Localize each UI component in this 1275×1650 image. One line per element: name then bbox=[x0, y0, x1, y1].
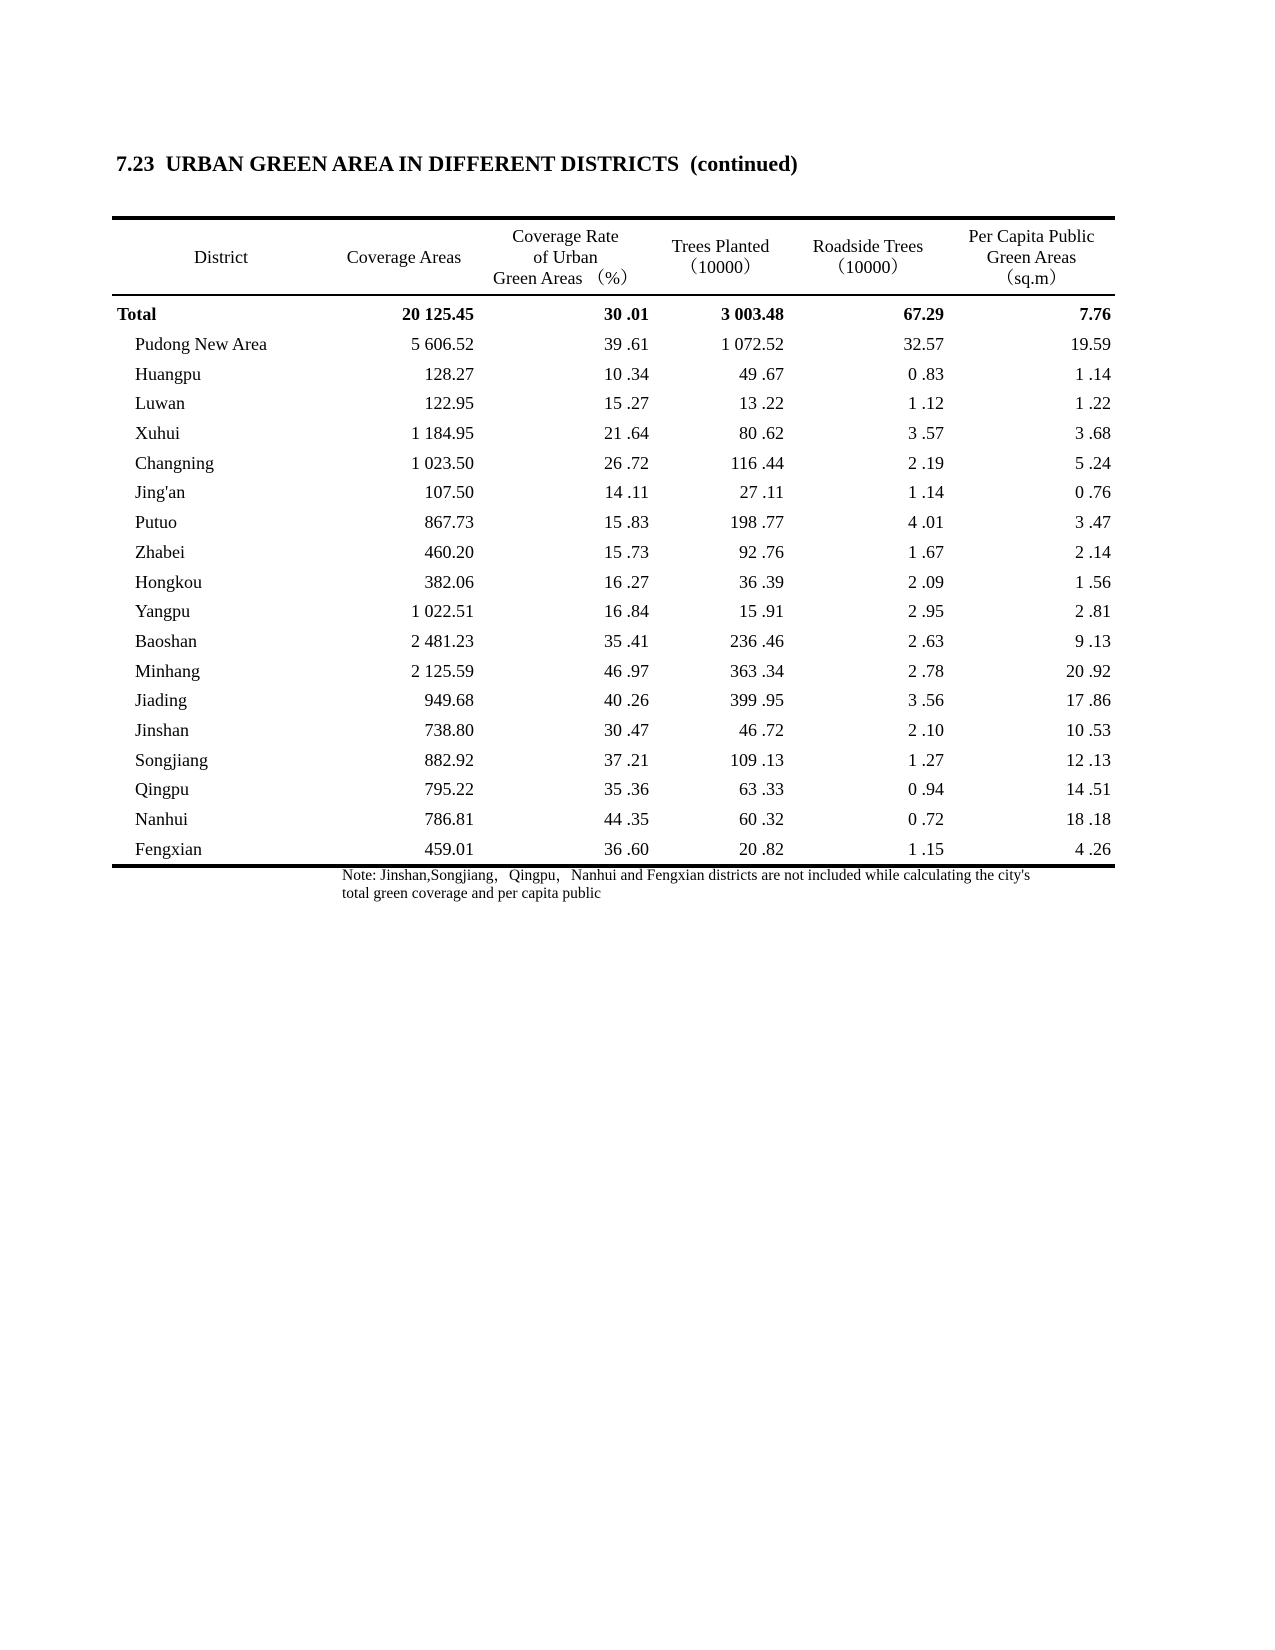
header-line: Coverage Rate bbox=[512, 225, 619, 246]
value-cell-coverage-rate: 39 .61 bbox=[604, 334, 649, 355]
value-cell-roadside-trees: 0 .72 bbox=[908, 809, 944, 830]
value-cell-per-capita-green: 10 .53 bbox=[1066, 719, 1111, 740]
value-cell-trees-planted: 27 .11 bbox=[739, 482, 784, 503]
value-cell-roadside-trees: 3 .56 bbox=[908, 690, 944, 711]
table-row bbox=[112, 805, 1115, 835]
district-name-cell: Huangpu bbox=[135, 363, 201, 384]
value-cell-roadside-trees: 67.29 bbox=[903, 304, 944, 325]
value-cell-trees-planted: 15 .91 bbox=[739, 601, 784, 622]
value-cell-roadside-trees: 2 .10 bbox=[908, 719, 944, 740]
value-cell-coverage-areas: 20 125.45 bbox=[402, 304, 474, 325]
value-cell-coverage-rate: 40 .26 bbox=[604, 690, 649, 711]
value-cell-trees-planted: 46 .72 bbox=[739, 719, 784, 740]
table-row bbox=[112, 656, 1115, 686]
table-row bbox=[112, 419, 1115, 449]
value-cell-coverage-areas: 867.73 bbox=[424, 512, 474, 533]
value-cell-coverage-areas: 460.20 bbox=[424, 541, 474, 562]
value-cell-coverage-areas: 5 606.52 bbox=[411, 334, 474, 355]
value-cell-roadside-trees: 1 .14 bbox=[908, 482, 944, 503]
value-cell-coverage-rate: 26 .72 bbox=[604, 452, 649, 473]
district-name-cell: Nanhui bbox=[135, 809, 188, 830]
value-cell-coverage-areas: 107.50 bbox=[424, 482, 474, 503]
value-cell-roadside-trees: 1 .27 bbox=[908, 749, 944, 770]
value-cell-per-capita-green: 1 .14 bbox=[1075, 363, 1111, 384]
district-name-cell: Pudong New Area bbox=[135, 334, 267, 355]
header-line: Trees Planted bbox=[671, 236, 770, 256]
table-body bbox=[112, 295, 1115, 866]
green-area-table bbox=[112, 216, 1115, 868]
value-cell-coverage-areas: 459.01 bbox=[424, 838, 474, 859]
value-cell-per-capita-green: 3 .68 bbox=[1075, 423, 1111, 444]
district-name-cell: Luwan bbox=[135, 393, 185, 414]
value-cell-roadside-trees: 4 .01 bbox=[908, 512, 944, 533]
district-name-cell: Xuhui bbox=[135, 423, 180, 444]
table-row bbox=[112, 389, 1115, 419]
value-cell-coverage-rate: 14 .11 bbox=[604, 482, 649, 503]
value-cell-trees-planted: 80 .62 bbox=[739, 423, 784, 444]
table-row bbox=[112, 359, 1115, 389]
value-cell-coverage-rate: 16 .84 bbox=[604, 601, 649, 622]
table-row bbox=[112, 508, 1115, 538]
value-cell-coverage-areas: 2 481.23 bbox=[411, 630, 474, 651]
table-note bbox=[342, 867, 1102, 903]
value-cell-per-capita-green: 18 .18 bbox=[1066, 809, 1111, 830]
value-cell-per-capita-green: 17 .86 bbox=[1066, 690, 1111, 711]
value-cell-coverage-areas: 882.92 bbox=[424, 749, 474, 770]
value-cell-roadside-trees: 2 .95 bbox=[908, 601, 944, 622]
table-row bbox=[112, 448, 1115, 478]
value-cell-per-capita-green: 1 .56 bbox=[1075, 571, 1111, 592]
table-row bbox=[112, 597, 1115, 627]
value-cell-trees-planted: 198 .77 bbox=[730, 512, 784, 533]
value-cell-per-capita-green: 3 .47 bbox=[1075, 512, 1111, 533]
table-row bbox=[112, 716, 1115, 746]
table-row bbox=[112, 775, 1115, 805]
district-name-cell: Putuo bbox=[135, 512, 178, 533]
table-row bbox=[112, 627, 1115, 657]
value-cell-trees-planted: 399 .95 bbox=[730, 690, 784, 711]
header-line: Per Capita Public bbox=[968, 225, 1095, 246]
value-cell-roadside-trees: 1 .15 bbox=[908, 838, 944, 859]
header-row bbox=[112, 218, 1115, 295]
value-cell-trees-planted: 20 .82 bbox=[739, 838, 784, 859]
value-cell-coverage-areas: 795.22 bbox=[424, 779, 474, 800]
value-cell-roadside-trees: 0 .94 bbox=[908, 779, 944, 800]
total-row bbox=[112, 295, 1115, 330]
header-trees-planted bbox=[653, 218, 788, 295]
header-line: Green Areas （%） bbox=[493, 267, 638, 288]
value-cell-trees-planted: 60 .32 bbox=[739, 809, 784, 830]
value-cell-coverage-rate: 15 .83 bbox=[604, 512, 649, 533]
value-cell-per-capita-green: 9 .13 bbox=[1075, 630, 1111, 651]
header-per-capita-green bbox=[948, 218, 1115, 295]
district-name-cell: Jiading bbox=[135, 690, 187, 711]
value-cell-coverage-rate: 35 .36 bbox=[604, 779, 649, 800]
value-cell-per-capita-green: 2 .81 bbox=[1075, 601, 1111, 622]
table-header bbox=[112, 218, 1115, 295]
header-coverage-areas bbox=[330, 218, 478, 295]
value-cell-trees-planted: 116 .44 bbox=[730, 452, 784, 473]
header-coverage-rate bbox=[478, 218, 653, 295]
value-cell-coverage-areas: 738.80 bbox=[424, 719, 474, 740]
value-cell-per-capita-green: 4 .26 bbox=[1075, 838, 1111, 859]
value-cell-roadside-trees: 2 .78 bbox=[908, 660, 944, 681]
value-cell-trees-planted: 49 .67 bbox=[739, 363, 784, 384]
value-cell-roadside-trees: 1 .67 bbox=[908, 541, 944, 562]
district-name-cell: Qingpu bbox=[135, 779, 189, 800]
value-cell-coverage-areas: 949.68 bbox=[424, 690, 474, 711]
value-cell-per-capita-green: 20 .92 bbox=[1066, 660, 1111, 681]
table-row bbox=[112, 686, 1115, 716]
header-line: （10000） bbox=[827, 257, 909, 277]
value-cell-trees-planted: 13 .22 bbox=[739, 393, 784, 414]
value-cell-roadside-trees: 1 .12 bbox=[908, 393, 944, 414]
note-line-1: Note: Jinshan,Songjiang，Qingpu，Nanhui and Fengxian districts are not included while calculating the city's bbox=[342, 867, 1031, 884]
value-cell-per-capita-green: 2 .14 bbox=[1075, 541, 1111, 562]
value-cell-roadside-trees: 3 .57 bbox=[908, 423, 944, 444]
value-cell-coverage-rate: 37 .21 bbox=[604, 749, 649, 770]
data-table bbox=[112, 216, 1115, 868]
header-line: （10000） bbox=[680, 257, 761, 277]
value-cell-coverage-rate: 16 .27 bbox=[604, 571, 649, 592]
value-cell-trees-planted: 92 .76 bbox=[739, 541, 784, 562]
value-cell-coverage-areas: 1 022.51 bbox=[411, 601, 474, 622]
value-cell-coverage-rate: 44 .35 bbox=[604, 809, 649, 830]
value-cell-trees-planted: 63 .33 bbox=[739, 779, 784, 800]
header-line: （sq.m） bbox=[996, 267, 1067, 288]
page-title: 7.23 URBAN GREEN AREA IN DIFFERENT DISTRICTS (continued) bbox=[116, 151, 798, 176]
value-cell-trees-planted: 1 072.52 bbox=[721, 334, 784, 355]
value-cell-coverage-areas: 786.81 bbox=[424, 809, 474, 830]
value-cell-coverage-rate: 36 .60 bbox=[604, 838, 649, 859]
table-row bbox=[112, 330, 1115, 360]
district-name-cell: Minhang bbox=[135, 660, 200, 681]
district-name-cell: Jing'an bbox=[135, 482, 186, 503]
value-cell-coverage-areas: 1 184.95 bbox=[411, 423, 474, 444]
value-cell-per-capita-green: 19.59 bbox=[1070, 334, 1111, 355]
district-name-cell: Songjiang bbox=[135, 749, 209, 770]
district-name-cell: Hongkou bbox=[135, 571, 202, 592]
value-cell-coverage-rate: 46 .97 bbox=[604, 660, 649, 681]
value-cell-roadside-trees: 2 .09 bbox=[908, 571, 944, 592]
table-row bbox=[112, 745, 1115, 775]
value-cell-roadside-trees: 0 .83 bbox=[908, 363, 944, 384]
value-cell-roadside-trees: 32.57 bbox=[903, 334, 944, 355]
district-name-cell: Changning bbox=[135, 452, 214, 473]
district-name-cell: Zhabei bbox=[135, 541, 185, 562]
value-cell-coverage-rate: 30 .01 bbox=[604, 304, 649, 325]
district-name-cell: Fengxian bbox=[135, 838, 202, 859]
value-cell-coverage-areas: 128.27 bbox=[424, 363, 474, 384]
value-cell-coverage-rate: 15 .73 bbox=[604, 541, 649, 562]
table-row bbox=[112, 834, 1115, 866]
value-cell-coverage-rate: 30 .47 bbox=[604, 719, 649, 740]
value-cell-coverage-rate: 15 .27 bbox=[604, 393, 649, 414]
header-roadside-trees bbox=[788, 218, 948, 295]
table-row bbox=[112, 478, 1115, 508]
value-cell-coverage-rate: 21 .64 bbox=[604, 423, 649, 444]
value-cell-trees-planted: 36 .39 bbox=[739, 571, 784, 592]
header-line: Coverage Areas bbox=[346, 246, 462, 267]
value-cell-roadside-trees: 2 .19 bbox=[908, 452, 944, 473]
value-cell-per-capita-green: 12 .13 bbox=[1066, 749, 1111, 770]
district-name-cell: Total bbox=[117, 304, 157, 325]
value-cell-trees-planted: 109 .13 bbox=[730, 749, 784, 770]
value-cell-trees-planted: 3 003.48 bbox=[721, 304, 784, 325]
header-line: Roadside Trees bbox=[812, 236, 924, 256]
district-name-cell: Jinshan bbox=[135, 719, 189, 740]
value-cell-coverage-areas: 2 125.59 bbox=[411, 660, 474, 681]
header-line: of Urban bbox=[533, 246, 598, 267]
header-line: District bbox=[194, 246, 248, 267]
table-row bbox=[112, 538, 1115, 568]
value-cell-roadside-trees: 2 .63 bbox=[908, 630, 944, 651]
note-line-2: total green coverage and per capita public bbox=[342, 885, 602, 902]
value-cell-per-capita-green: 5 .24 bbox=[1075, 452, 1111, 473]
header-line: Green Areas bbox=[986, 246, 1077, 267]
value-cell-trees-planted: 363 .34 bbox=[730, 660, 784, 681]
district-name-cell: Yangpu bbox=[135, 601, 191, 622]
value-cell-per-capita-green: 1 .22 bbox=[1075, 393, 1111, 414]
value-cell-coverage-rate: 10 .34 bbox=[604, 363, 649, 384]
header-district bbox=[112, 218, 330, 295]
value-cell-coverage-rate: 35 .41 bbox=[604, 630, 649, 651]
district-name-cell: Baoshan bbox=[135, 630, 197, 651]
value-cell-coverage-areas: 122.95 bbox=[424, 393, 474, 414]
value-cell-per-capita-green: 14 .51 bbox=[1066, 779, 1111, 800]
table-row bbox=[112, 567, 1115, 597]
value-cell-coverage-areas: 382.06 bbox=[424, 571, 474, 592]
value-cell-coverage-areas: 1 023.50 bbox=[411, 452, 474, 473]
value-cell-per-capita-green: 7.76 bbox=[1079, 304, 1111, 325]
value-cell-per-capita-green: 0 .76 bbox=[1075, 482, 1111, 503]
value-cell-trees-planted: 236 .46 bbox=[730, 630, 784, 651]
